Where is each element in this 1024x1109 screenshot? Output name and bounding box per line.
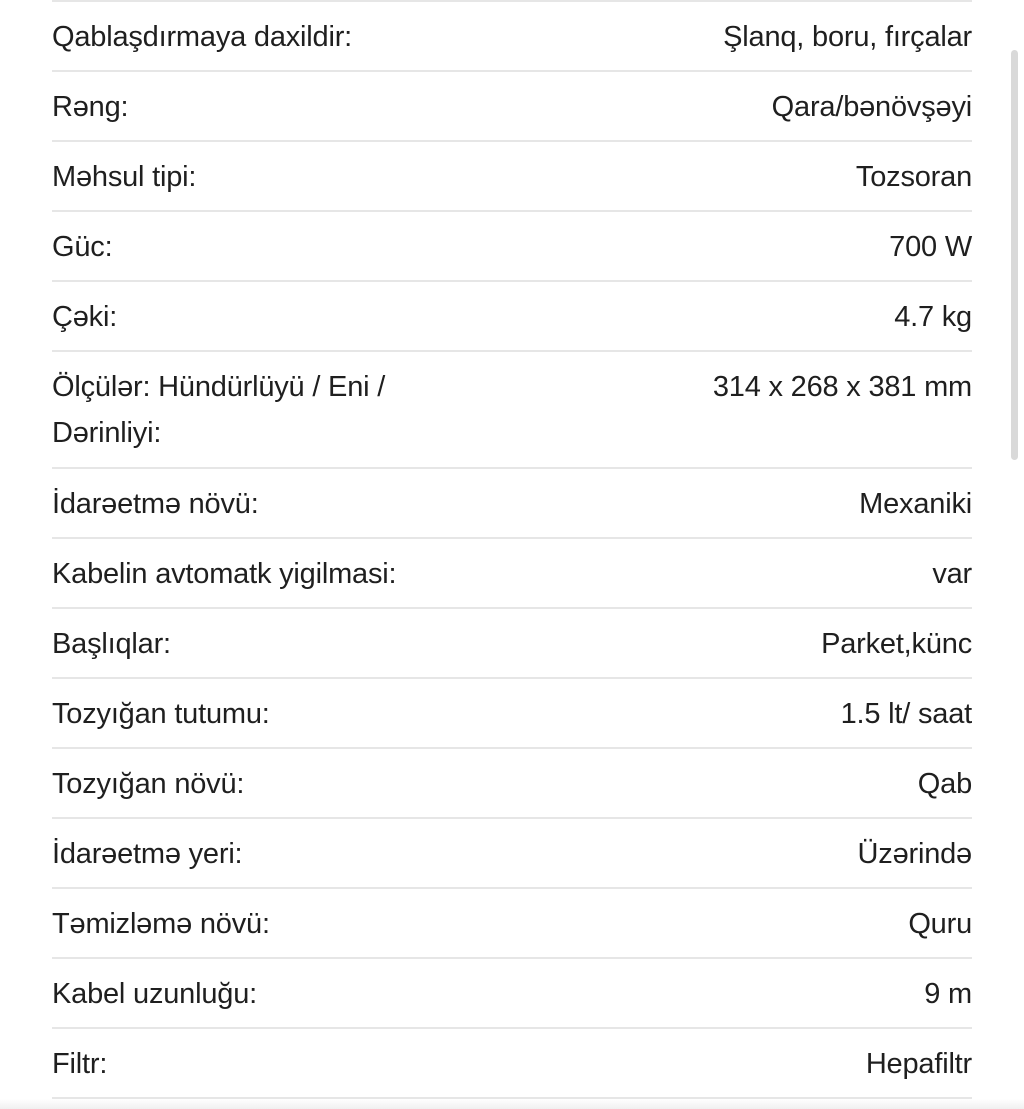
spec-row-weight	[52, 282, 972, 352]
spec-row-package	[52, 2, 972, 72]
spec-label: Başlıqlar:	[52, 628, 171, 660]
spec-value: Parket,künc	[821, 628, 972, 660]
spec-value: 314 x 268 x 381 mm	[712, 371, 972, 403]
spec-value: Tozsoran	[855, 161, 972, 193]
spec-value: 1.5 lt/ saat	[840, 698, 972, 730]
spec-label: Güc:	[52, 231, 113, 263]
spec-row-filter	[52, 1029, 972, 1099]
spec-label: İdarəetmə yeri:	[52, 838, 243, 870]
spec-label: Kabel uzunluğu:	[52, 978, 257, 1010]
spec-label: Kabelin avtomatk yigilmasi:	[52, 558, 397, 590]
spec-row-product-type	[52, 142, 972, 212]
vertical-scrollbar[interactable]	[1011, 50, 1018, 460]
spec-row-cable-rewind	[52, 539, 972, 609]
spec-row-dimensions	[52, 352, 972, 469]
spec-row-nozzles	[52, 609, 972, 679]
spec-value: Mexaniki	[859, 488, 972, 520]
spec-value: 4.7 kg	[894, 301, 972, 333]
spec-value: 700 W	[889, 231, 972, 263]
spec-value: Qara/bənövşəyi	[771, 91, 972, 123]
spec-row-cable-length	[52, 959, 972, 1029]
spec-label: Tozyığan növü:	[52, 768, 245, 800]
spec-value: var	[932, 558, 972, 590]
bottom-fade	[0, 1099, 1024, 1109]
spec-label: Çəki:	[52, 301, 118, 333]
spec-value: Quru	[908, 908, 972, 940]
spec-label: Məhsul tipi:	[52, 161, 197, 193]
spec-row-control-type	[52, 469, 972, 539]
spec-row-power	[52, 212, 972, 282]
spec-value: Üzərində	[857, 838, 972, 870]
spec-value: Hepafiltr	[865, 1048, 972, 1080]
spec-value: Şlanq, boru, fırçalar	[723, 21, 972, 53]
spec-label: Filtr:	[52, 1048, 108, 1080]
spec-label: Təmizləmə növü:	[52, 908, 270, 940]
spec-row-cleaning-type	[52, 889, 972, 959]
spec-label: İdarəetmə növü:	[52, 488, 259, 520]
spec-label: Ölçülər: Hündürlüyü / Eni / Dərinliyi:	[52, 371, 386, 449]
spec-table	[52, 0, 972, 1099]
spec-value: 9 m	[924, 978, 972, 1010]
spec-row-dust-capacity	[52, 679, 972, 749]
spec-label: Rəng:	[52, 91, 129, 123]
spec-label: Qablaşdırmaya daxildir:	[52, 21, 353, 53]
spec-value: Qab	[917, 768, 972, 800]
spec-label: Tozyığan tutumu:	[52, 698, 270, 730]
spec-row-dust-container-type	[52, 749, 972, 819]
spec-row-color	[52, 72, 972, 142]
spec-row-control-location	[52, 819, 972, 889]
